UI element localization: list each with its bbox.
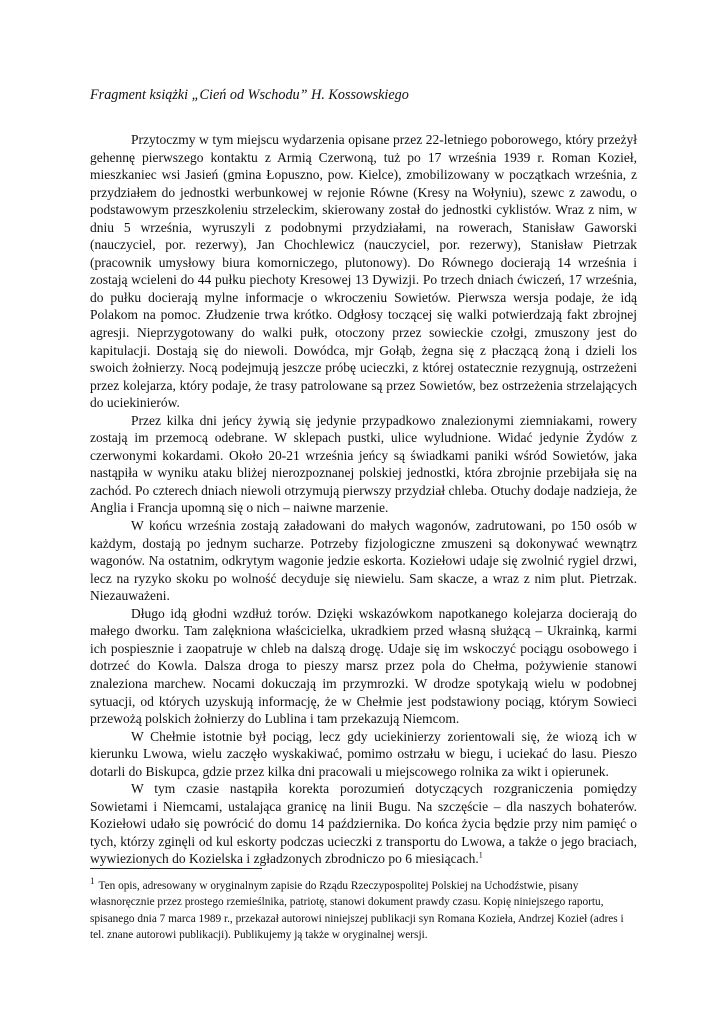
footnote-separator bbox=[90, 868, 262, 869]
paragraph: W Chełmie istotnie był pociąg, lecz gdy uciekinierzy zorientowali się, że wiozą ich w kierunku Lwowa, wielu zaczęło wyskakiwać, pomimo ostrzału w biegu, i uciekać do lasu. Pieszo dotarli do Biskupca, gdzie przez kilka dni pracowali u miejscowego rolnika za wikt i opierunek. bbox=[90, 728, 637, 779]
footnote bbox=[90, 878, 628, 943]
paragraph: Długo idą głodni wzdłuż torów. Dzięki wskazówkom napotkanego kolejarza docierają do małego dworku. Tam zalękniona właścicielka, ukradkiem przed własną służącą – Ukrainką, karmi ich pospiesznie i zaopatruje w chleb na dalszą drogę. Udaje się im wskoczyć pociągu osobowego i dotrzeć do Kowla. Dalsza droga to pieszy marsz przez pola do Chełma, pożywienie stanowi znaleziona marchew. Nocami dokuczają im przymrozki. W drodze spotykają wielu w podobnej sytuacji, od których uzyskują informację, że w Chełmie jest podstawiony pociąg, którym Sowieci przewożą polskich żołnierzy do Lublina i tam przekazują Niemcom. bbox=[90, 605, 637, 727]
footnote-reference[interactable]: 1 bbox=[478, 850, 483, 860]
paragraph: Przez kilka dni jeńcy żywią się jedynie przypadkowo znalezionymi ziemniakami, rowery zostają im przemocą odebrane. W sklepach pustki, ulice wyludnione. Widać jedynie Żydów z czerwonymi kokardami. Około 20-21 września jeńcy są świadkami paniki wśród Sowietów, jaka nastąpiła w wyniku ataku bliżej nierozpoznanej polskiej jednostki, która zbrojnie przebijała się na zachód. Po czterech dniach niewoli otrzymują pierwszy przydział chleba. Otuchy dodaje nadzieja, że Anglia i Francja upomną się o nich – naiwne marzenie. bbox=[90, 412, 637, 516]
document-heading: Fragment książki „Cień od Wschodu” H. Kossowskiego bbox=[90, 87, 409, 103]
paragraph: W końcu września zostają załadowani do małych wagonów, zadrutowani, po 150 osób w każdym, dostają po jednym sucharze. Potrzeby fizjologiczne zmuszeni są dokonywać wewnątrz wagonów. Na ostatnim, odkrytym wagonie jedzie eskorta. Koziełowi udaje się zwolnić rygiel drzwi, lecz na ryzyko skoku po wolność decyduje się niewielu. Sam skacze, a wraz z nim plut. Pietrzak. Niezauważeni. bbox=[90, 518, 637, 604]
paragraph: Przytoczmy w tym miejscu wydarzenia opisane przez 22-letniego poborowego, który przeżył gehennę pierwszego kontaktu z Armią Czerwoną, tuż po 17 września 1939 r. Roman Kozieł, mieszkaniec wsi Jasień (gmina Łopuszno, pow. Kielce), zmobilizowany w początkach września, z przydziałem do jednostki werbunkowej w rejonie Równe (Kresy na Wołyniu), szewc z zawodu, o podstawowym przeszkoleniu strzeleckim, skierowany został do jednostki cyklistów. Wraz z nim, w dniu 5 września, wyruszyli z podobnymi przydziałami, na rowerach, Stanisław Gaworski (nauczyciel, por. rezerwy), Jan Chochlewicz (nauczyciel, por. rezerwy), Stanisław Pietrzak (pracownik umysłowy biura komorniczego, plutonowy). Do Równego docierają 14 września i zostają wcieleni do 44 pułku piechoty Kresowej 13 Dywizji. Po trzech dniach ćwiczeń, 17 września, do pułku docierają mylne informacje o wkroczeniu Sowietów. Pierwsza wersja podaje, że idą Polakom na pomoc. Złudzenie trwa krótko. Odgłosy toczącej się walki potwierdzają fakt zbrojnej agresji. Nieprzygotowany do walki pułk, otoczony przez sowieckie czołgi, zmuszony jest do kapitulacji. Dostają się do niewoli. Dowódca, mjr Gołąb, żegna się z płaczącą żoną i dzieli los swoich żołnierzy. Nocą podejmują jeszcze próbę ucieczki, z której ostatecznie rezygnują, ostrzeżeni przez kolejarza, który podaje, że trasy patrolowane są przez Sowietów, bez ostrzeżenia strzelających do uciekinierów. bbox=[90, 132, 637, 411]
footnote-marker: 1 bbox=[90, 876, 95, 887]
last-paragraph bbox=[90, 780, 637, 868]
paragraph-text: W tym czasie nastąpiła korekta porozumień dotyczących rozgraniczenia pomiędzy Sowietami i Niemcami, ustalająca granicę na linii Bugu. Na szczęście – dla naszych bohaterów. Koziełowi udało się powrócić do domu 14 października. Do końca życia będzie przy nim pamięć o tych, którzy zginęli od kul eskorty podczas ucieczki z transportu do Lwowa, a także o jego braciach, wywiezionych do Kozielska i zgładzonych zbrodniczo po 6 miesiącach. bbox=[90, 781, 637, 867]
footnote-text: Ten opis, adresowany w oryginalnym zapisie do Rządu Rzeczypospolitej Polskiej na Uchodźstwie, pisany własnoręcznie przez prostego rzemieślnika, patriotę, stanowi dokument prawdy czasu. Kopię niniejszego raportu, spisanego dnia 7 marca 1989 r., przekazał autorowi niniejszej publikacji syn Romana Kozieła, Andrzej Kozieł (adres i tel. znane autorowi publikacji). Publikujemy ją także w oryginalnej wersji. bbox=[90, 880, 624, 941]
document-body bbox=[90, 131, 637, 868]
